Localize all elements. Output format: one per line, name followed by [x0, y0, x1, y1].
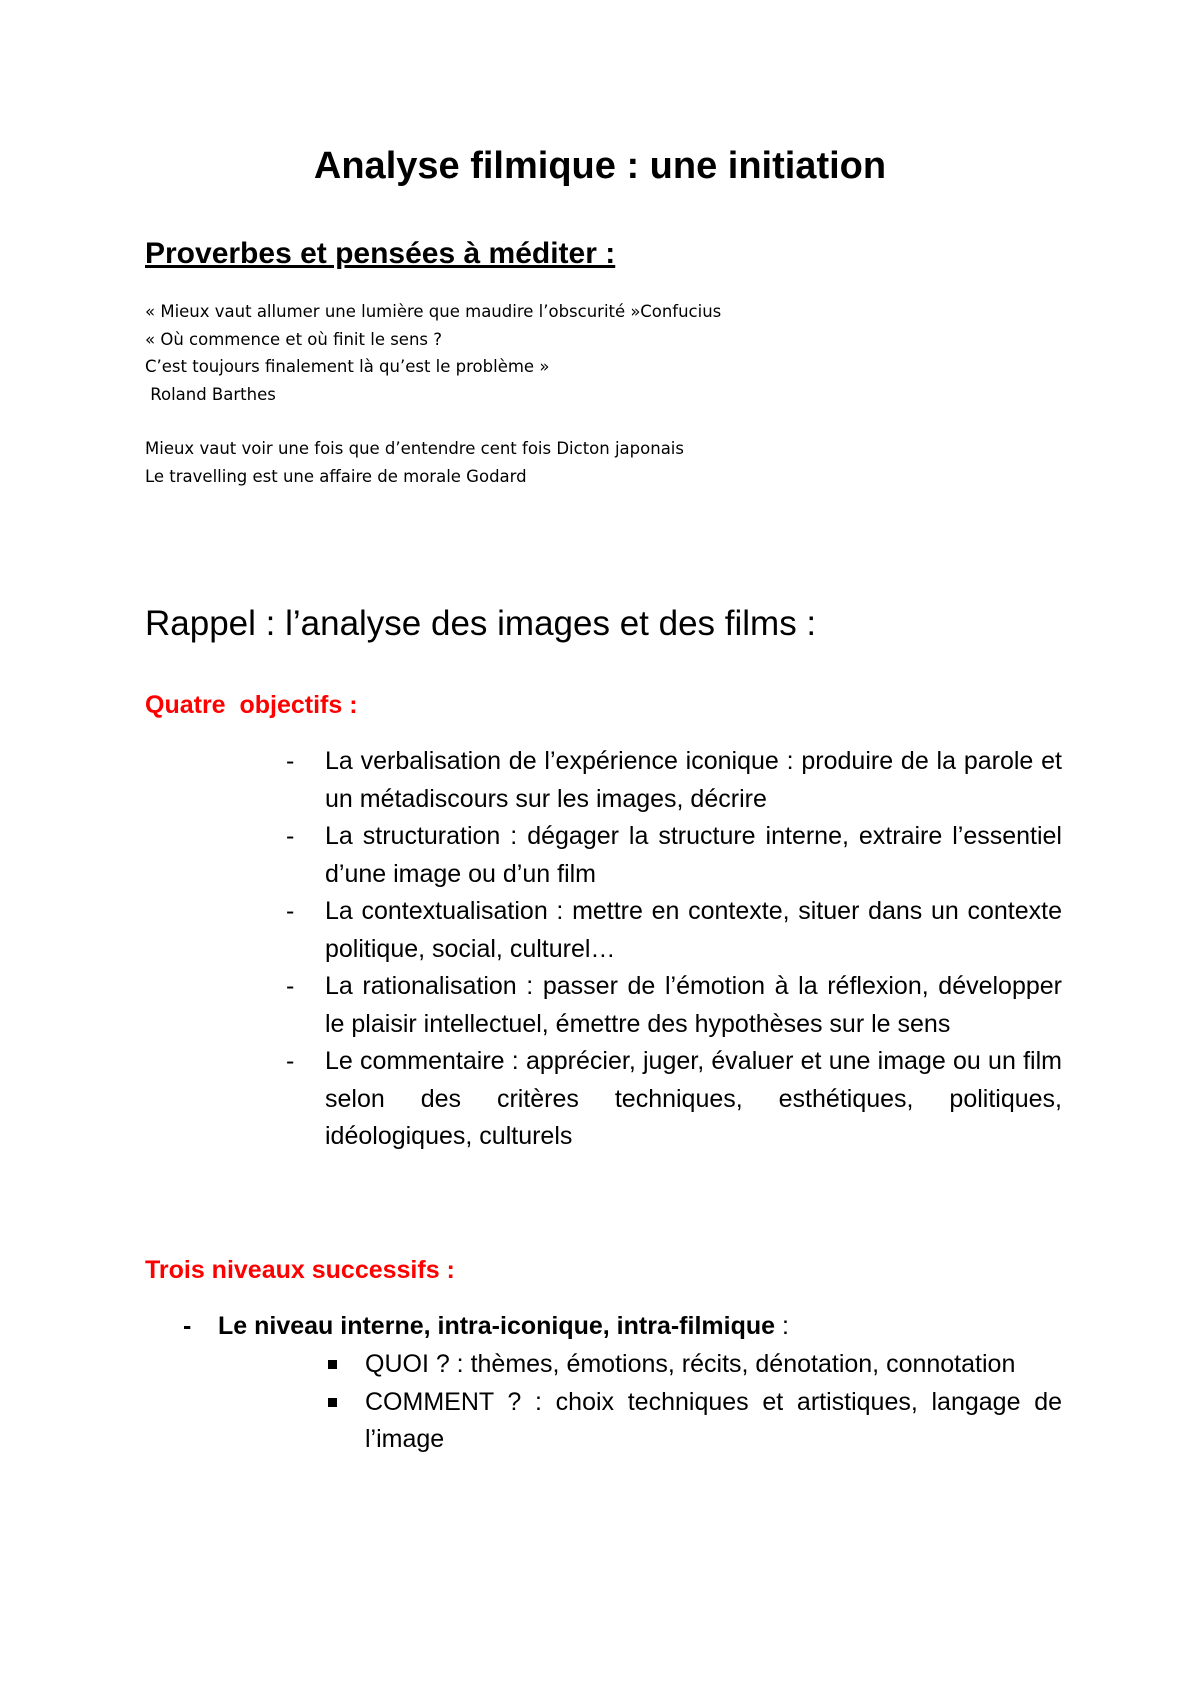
- quote-line-confucius: « Mieux vaut allumer une lumière que maudire l’obscurité »Confucius: [145, 302, 722, 321]
- objectif-text: La rationalisation : passer de l’émotion à la réflexion, développer le plaisir intellectuel, émettre des hypothèses sur le sens: [325, 972, 1062, 1038]
- niveau-interne-label: Le niveau interne, intra-iconique, intra-filmique: [218, 1312, 776, 1340]
- quote-line-godard: Le travelling est une affaire de morale Godard: [145, 466, 527, 486]
- dash-marker: -: [183, 1312, 192, 1340]
- dash-marker: -: [286, 1047, 295, 1075]
- square-bullet-icon: [328, 1398, 337, 1407]
- objectif-text: La contextualisation : mettre en contexte, situer dans un contexte politique, social, culturel…: [325, 897, 1062, 963]
- niveau-interne-colon: :: [775, 1312, 789, 1340]
- objectif-text: La verbalisation de l’expérience iconique : produire de la parole et un métadiscours sur les images, décrire: [325, 747, 1062, 813]
- objectifs-list: [280, 743, 1062, 1156]
- sub-item-text: QUOI ? : thèmes, émotions, récits, dénotation, connotation: [365, 1350, 1016, 1378]
- sub-item-text: COMMENT ? : choix techniques et artistiques, langage de l’image: [365, 1387, 1062, 1453]
- dash-marker: -: [286, 897, 295, 925]
- quote-line-dicton: Mieux vaut voir une fois que d’entendre cent fois Dicton japonais: [145, 439, 684, 458]
- niveau-interne-text: [218, 1308, 789, 1346]
- quotes-block: [145, 298, 1045, 490]
- dash-marker: -: [286, 822, 295, 850]
- list-item: [280, 818, 1062, 893]
- dash-marker: -: [286, 747, 295, 775]
- objectif-text: La structuration : dégager la structure interne, extraire l’essentiel d’une image ou d’un film: [325, 822, 1062, 888]
- square-bullet-icon: [328, 1360, 337, 1369]
- rappel-heading: Rappel : l’analyse des images et des films :: [145, 604, 817, 643]
- list-item: [280, 743, 1062, 818]
- niveaux-heading: Trois niveaux successifs :: [145, 1256, 455, 1284]
- niveau-interne-sublist: [320, 1346, 1062, 1459]
- quote-line-barthes-1: « Où commence et où finit le sens ?: [145, 329, 443, 349]
- list-item: [320, 1346, 1062, 1384]
- proverbs-heading: Proverbes et pensées à méditer :: [145, 237, 616, 270]
- quote-line-barthes-2: C’est toujours finalement là qu’est le problème »: [145, 357, 550, 376]
- objectif-text: Le commentaire : apprécier, juger, évaluer et une image ou un film selon des critères techniques, esthétiques, politiques, idéologiques, culturels: [325, 1047, 1062, 1150]
- list-item: [280, 893, 1062, 968]
- quote-spacer: [145, 408, 1045, 435]
- list-item: [320, 1384, 1062, 1459]
- dash-marker: -: [286, 972, 295, 1000]
- objectifs-heading: Quatre objectifs :: [145, 691, 358, 719]
- quote-author-barthes: Roland Barthes: [145, 384, 276, 404]
- document-title: Analyse filmique : une initiation: [313, 145, 887, 187]
- list-item: [280, 1043, 1062, 1156]
- list-item: [280, 968, 1062, 1043]
